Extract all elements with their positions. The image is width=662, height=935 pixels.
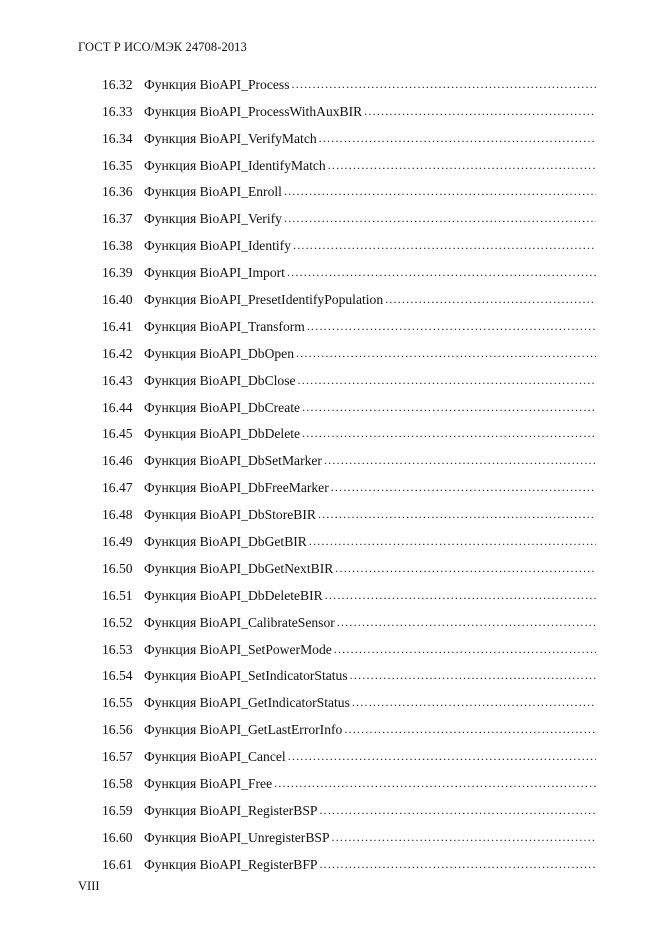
toc-entry-number: 16.46 — [102, 453, 133, 469]
toc-entry-title: Функция BioAPI_SetIndicatorStatus — [144, 668, 348, 684]
toc-dot-leader — [344, 721, 596, 738]
toc-entry-number: 16.43 — [102, 372, 133, 388]
toc-entry[interactable] — [102, 362, 596, 389]
toc-entry-title: Функция BioAPI_Identify — [144, 238, 291, 254]
page-number: VIII — [78, 879, 100, 893]
toc-entry-number: 16.34 — [102, 130, 133, 146]
toc-entry-title: Функция BioAPI_ProcessWithAuxBIR — [144, 103, 363, 119]
toc-dot-leader — [337, 614, 596, 631]
toc-entry-title: Функция BioAPI_RegisterBFP — [144, 856, 318, 872]
toc-dot-leader — [331, 479, 596, 496]
toc-dot-leader — [309, 533, 596, 550]
toc-entry-number: 16.53 — [102, 641, 133, 657]
toc-entry-title: Функция BioAPI_Free — [144, 776, 273, 792]
document-header: ГОСТ Р ИСО/МЭК 24708-2013 — [78, 40, 247, 54]
toc-entry-title: Функция BioAPI_Process — [144, 76, 290, 92]
toc-dot-leader — [274, 775, 596, 792]
toc-entry[interactable] — [102, 658, 596, 685]
toc-entry-number: 16.51 — [102, 587, 133, 603]
toc-entry[interactable] — [102, 281, 596, 308]
toc-entry-title: Функция BioAPI_GetIndicatorStatus — [144, 695, 350, 711]
toc-entry-title: Функция BioAPI_DbGetNextBIR — [144, 560, 334, 576]
toc-entry-title: Функция BioAPI_DbFreeMarker — [144, 480, 329, 496]
table-of-contents — [102, 66, 596, 873]
toc-entry-number: 16.40 — [102, 292, 133, 308]
toc-dot-leader — [328, 157, 596, 174]
toc-entry-title: Функция BioAPI_Verify — [144, 211, 282, 227]
toc-entry[interactable] — [102, 308, 596, 335]
toc-entry-number: 16.32 — [102, 76, 133, 92]
toc-entry-number: 16.54 — [102, 668, 133, 684]
toc-entry-number: 16.60 — [102, 829, 133, 845]
toc-dot-leader — [288, 748, 596, 765]
toc-entry-number: 16.55 — [102, 695, 133, 711]
toc-entry-title: Функция BioAPI_VerifyMatch — [144, 130, 317, 146]
toc-entry-number: 16.56 — [102, 722, 133, 738]
toc-entry-number: 16.49 — [102, 534, 133, 550]
toc-entry-title: Функция BioAPI_DbStoreBIR — [144, 507, 316, 523]
toc-entry-number: 16.36 — [102, 184, 133, 200]
toc-dot-leader — [335, 560, 596, 577]
toc-entry-title: Функция BioAPI_DbSetMarker — [144, 453, 322, 469]
toc-dot-leader — [302, 425, 596, 442]
toc-entry-title: Функция BioAPI_DbCreate — [144, 399, 301, 415]
toc-dot-leader — [302, 399, 596, 416]
toc-dot-leader — [352, 694, 596, 711]
toc-entry-title: Функция BioAPI_Transform — [144, 318, 305, 334]
toc-entry-number: 16.44 — [102, 399, 133, 415]
toc-entry-number: 16.52 — [102, 614, 133, 630]
toc-entry-title: Функция BioAPI_GetLastErrorInfo — [144, 722, 343, 738]
toc-dot-leader — [324, 452, 596, 469]
toc-dot-leader — [318, 506, 596, 523]
toc-entry-title: Функция BioAPI_Enroll — [144, 184, 282, 200]
toc-dot-leader — [298, 372, 596, 389]
toc-entry-number: 16.61 — [102, 856, 133, 872]
toc-dot-leader — [287, 264, 596, 281]
toc-entry-number: 16.41 — [102, 318, 133, 334]
toc-entry[interactable] — [102, 765, 596, 792]
toc-entry[interactable] — [102, 684, 596, 711]
toc-dot-leader — [296, 345, 596, 362]
toc-entry[interactable] — [102, 792, 596, 819]
toc-entry-title: Функция BioAPI_UnregisterBSP — [144, 829, 330, 845]
toc-dot-leader — [292, 76, 597, 93]
toc-dot-leader — [319, 802, 596, 819]
toc-entry[interactable] — [102, 550, 596, 577]
toc-entry[interactable] — [102, 523, 596, 550]
toc-entry[interactable] — [102, 604, 596, 631]
toc-entry[interactable] — [102, 93, 596, 120]
toc-dot-leader — [332, 829, 596, 846]
toc-entry-number: 16.47 — [102, 480, 133, 496]
toc-entry[interactable] — [102, 738, 596, 765]
toc-entry-number: 16.57 — [102, 749, 133, 765]
toc-entry[interactable] — [102, 496, 596, 523]
toc-dot-leader — [284, 210, 596, 227]
toc-dot-leader — [319, 130, 596, 147]
toc-entry[interactable] — [102, 416, 596, 443]
toc-entry-number: 16.50 — [102, 560, 133, 576]
toc-dot-leader — [307, 318, 596, 335]
toc-entry-title: Функция BioAPI_DbDeleteBIR — [144, 587, 323, 603]
toc-entry[interactable] — [102, 819, 596, 846]
toc-entry-title: Функция BioAPI_IdentifyMatch — [144, 157, 326, 173]
toc-entry[interactable] — [102, 254, 596, 281]
toc-entry-title: Функция BioAPI_DbGetBIR — [144, 534, 307, 550]
toc-entry-title: Функция BioAPI_SetPowerMode — [144, 641, 332, 657]
toc-entry-title: Функция BioAPI_CalibrateSensor — [144, 614, 335, 630]
toc-dot-leader — [385, 291, 596, 308]
toc-dot-leader — [325, 587, 596, 604]
toc-entry-number: 16.33 — [102, 103, 133, 119]
toc-entry-title: Функция BioAPI_DbDelete — [144, 426, 301, 442]
toc-entry-title: Функция BioAPI_Import — [144, 265, 285, 281]
toc-entry-title: Функция BioAPI_RegisterBSP — [144, 802, 318, 818]
toc-entry[interactable] — [102, 631, 596, 658]
toc-entry-title: Функция BioAPI_DbClose — [144, 372, 296, 388]
toc-dot-leader — [293, 237, 596, 254]
toc-entry-number: 16.42 — [102, 345, 133, 361]
toc-dot-leader — [350, 667, 596, 684]
toc-entry-title: Функция BioAPI_DbOpen — [144, 345, 295, 361]
toc-entry[interactable] — [102, 335, 596, 362]
toc-entry[interactable] — [102, 174, 596, 201]
toc-entry-number: 16.35 — [102, 157, 133, 173]
toc-entry-number: 16.39 — [102, 265, 133, 281]
toc-dot-leader — [364, 103, 596, 120]
toc-entry-number: 16.48 — [102, 507, 133, 523]
toc-entry[interactable] — [102, 469, 596, 496]
toc-dot-leader — [334, 641, 596, 658]
toc-entry[interactable] — [102, 147, 596, 174]
toc-entry[interactable] — [102, 442, 596, 469]
toc-entry-number: 16.38 — [102, 238, 133, 254]
toc-entry[interactable] — [102, 577, 596, 604]
toc-dot-leader — [319, 856, 596, 873]
toc-dot-leader — [284, 183, 596, 200]
toc-entry-number: 16.45 — [102, 426, 133, 442]
toc-entry-title: Функция BioAPI_PresetIdentifyPopulation — [144, 292, 384, 308]
toc-entry[interactable] — [102, 120, 596, 147]
toc-entry[interactable] — [102, 200, 596, 227]
toc-entry-title: Функция BioAPI_Cancel — [144, 749, 286, 765]
toc-entry[interactable] — [102, 227, 596, 254]
toc-entry-number: 16.37 — [102, 211, 133, 227]
toc-entry[interactable] — [102, 389, 596, 416]
toc-entry-number: 16.58 — [102, 776, 133, 792]
toc-entry[interactable] — [102, 711, 596, 738]
toc-entry[interactable] — [102, 846, 596, 873]
toc-entry[interactable] — [102, 66, 596, 93]
toc-entry-number: 16.59 — [102, 802, 133, 818]
